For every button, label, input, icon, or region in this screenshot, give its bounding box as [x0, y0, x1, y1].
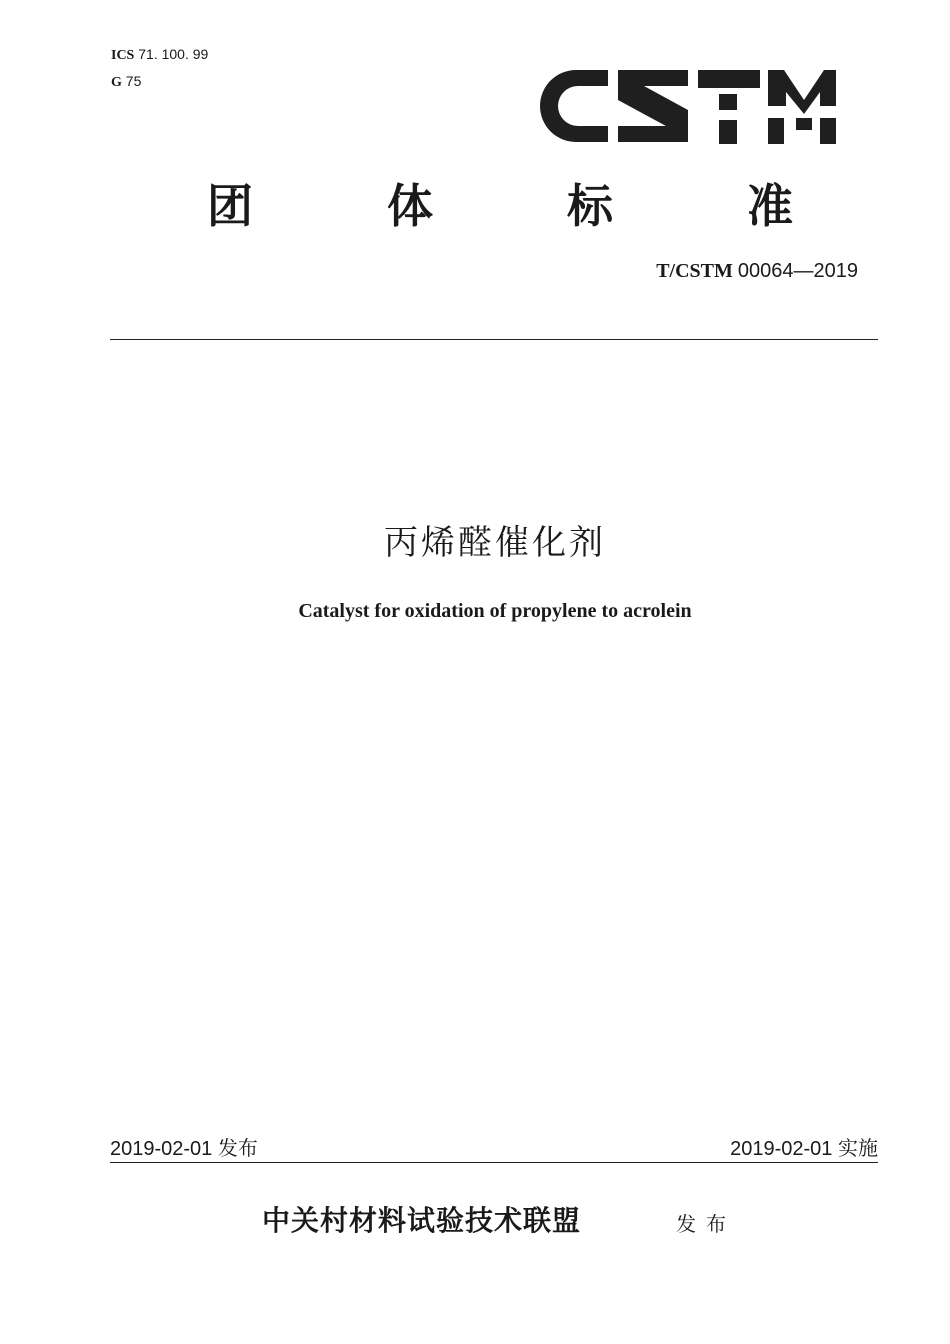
standard-number-value: 00064—2019 — [737, 260, 858, 282]
title-english: Catalyst for oxidation of propylene to acrolein — [298, 600, 692, 622]
bottom-divider — [110, 1162, 878, 1163]
standard-number-prefix: T/CSTM — [656, 260, 733, 282]
implement-date-value: 2019-02-01 — [730, 1138, 833, 1160]
standard-type — [200, 178, 800, 238]
publish-label: 发布 — [676, 1212, 736, 1236]
title-chinese: 丙烯醛催化剂 — [384, 523, 606, 563]
standard-number — [656, 258, 858, 284]
issue-date — [110, 1135, 258, 1162]
top-divider — [110, 339, 878, 340]
cstm-logo — [538, 62, 838, 150]
standard-type-char: 体 — [387, 179, 433, 233]
issue-date-value: 2019-02-01 — [110, 1138, 213, 1160]
publisher-name: 中关村材料试验技术联盟 — [262, 1204, 582, 1237]
implement-date — [730, 1135, 878, 1162]
issue-date-label: 发布 — [217, 1136, 258, 1160]
ics-code — [111, 45, 208, 65]
ics-label: ICS — [111, 48, 135, 63]
implement-date-label: 实施 — [838, 1136, 878, 1160]
ics-value: 71. 100. 99 — [138, 46, 209, 62]
standard-type-char: 团 — [207, 179, 253, 233]
ccs-label: G — [111, 75, 122, 90]
ccs-value: 75 — [125, 73, 142, 89]
ccs-code — [111, 72, 141, 92]
standard-type-char: 准 — [747, 179, 793, 233]
standard-type-char: 标 — [567, 179, 613, 233]
